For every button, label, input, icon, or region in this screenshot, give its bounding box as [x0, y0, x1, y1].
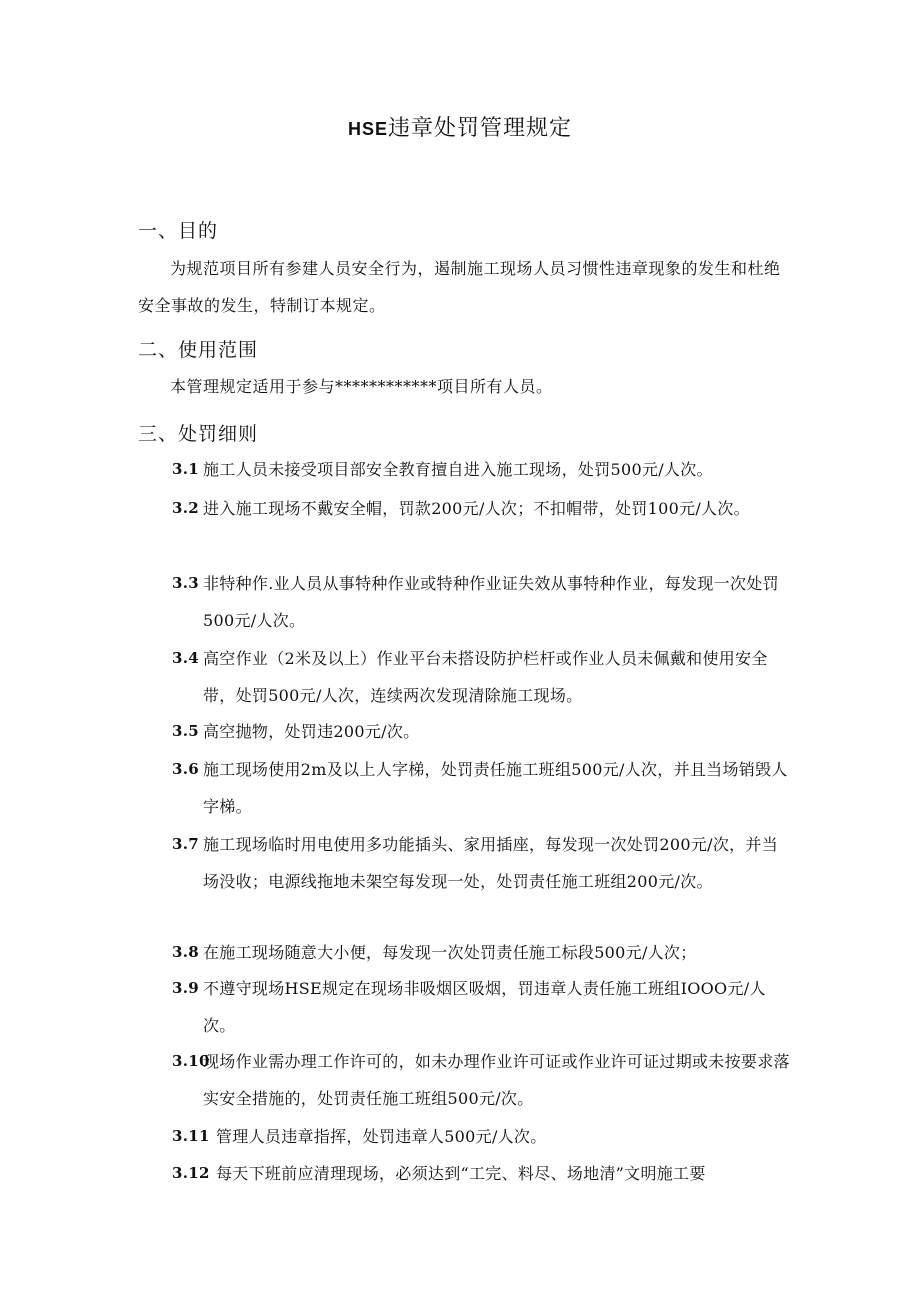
rule-item [172, 751, 790, 825]
rule-text: 管理人员违章指挥，处罚违章人500元/人次。 [216, 1127, 547, 1146]
rule-number: 3.5 [172, 722, 199, 740]
rule-number: 3.9 [172, 979, 199, 997]
section-heading-penalties: 三、处罚细则 [138, 423, 259, 445]
rule-text: 进入施工现场不戴安全帽，罚款200元/人次；不扣帽带，处罚100元/人次。 [203, 499, 750, 518]
rule-text: 在施工现场随意大小便，每发现一次处罚责任施工标段500元/人次； [203, 943, 697, 962]
rule-number: 3.10 [172, 1052, 210, 1070]
section-heading-purpose: 一、目的 [138, 220, 219, 242]
rule-number: 3.11 [172, 1127, 210, 1145]
rule-item [172, 565, 790, 639]
title-latin-part: HSE [347, 119, 388, 139]
rule-item [172, 1043, 790, 1117]
section-body-scope: 本管理规定适用于参与************项目所有人员。 [170, 377, 553, 396]
rule-number: 3.4 [172, 649, 199, 667]
rule-number: 3.6 [172, 760, 199, 778]
rule-item [172, 1118, 790, 1155]
rule-text: 施工现场临时用电使用多功能插头、家用插座，每发现一次处罚200元/次，并当场没收；电源线拖地未架空每发现一处，处罚责任施工班组200元/次。 [203, 835, 779, 891]
rule-number: 3.12 [172, 1164, 210, 1182]
rule-item [172, 713, 790, 750]
rule-item [172, 1155, 790, 1192]
rule-item [172, 826, 790, 900]
rule-text: 每天下班前应清理现场，必须达到“工完、料尽、场地清”文明施工要 [216, 1164, 706, 1183]
rule-number: 3.3 [172, 574, 199, 592]
rule-text: 非特种作.业人员从事特种作业或特种作业证失效从事特种作业，每发现一次处罚500元/人次。 [203, 574, 779, 630]
title-chinese-part: 违章处罚管理规定 [388, 116, 573, 141]
rule-text: 现场作业需办理工作许可的，如未办理作业许可证或作业许可证过期或未按要求落实安全措施的，处罚责任施工班组500元/次。 [203, 1052, 790, 1108]
rule-number: 3.7 [172, 835, 199, 853]
rule-number: 3.2 [172, 499, 199, 517]
rule-text: 高空作业（2米及以上）作业平台未搭设防护栏杆或作业人员未佩戴和使用安全带，处罚500元/人次，连续两次发现清除施工现场。 [203, 649, 768, 705]
rule-number: 3.8 [172, 943, 199, 961]
rule-item [172, 451, 790, 488]
rule-item [172, 640, 790, 714]
rule-text: 施工现场使用2m及以上人字梯，处罚责任施工班组500元/人次，并且当场销毁人字梯。 [203, 760, 788, 816]
document-title [0, 114, 920, 144]
rule-item [172, 934, 790, 971]
rule-number: 3.1 [172, 460, 199, 478]
section-body-purpose: 为规范项目所有参建人员安全行为，遏制施工现场人员习惯性违章现象的发生和杜绝安全事故的发生，特制订本规定。 [138, 259, 781, 315]
rule-item [172, 970, 790, 1044]
section-heading-scope: 二、使用范围 [138, 339, 259, 361]
rule-item [172, 490, 790, 527]
rule-text: 不遵守现场HSE规定在现场非吸烟区吸烟，罚违章人责任施工班组IOOO元/人次。 [203, 979, 766, 1035]
rule-text: 高空抛物，处罚违200元/次。 [203, 722, 420, 741]
rule-text: 施工人员未接受项目部安全教育擅自进入施工现场，处罚500元/人次。 [203, 460, 713, 479]
